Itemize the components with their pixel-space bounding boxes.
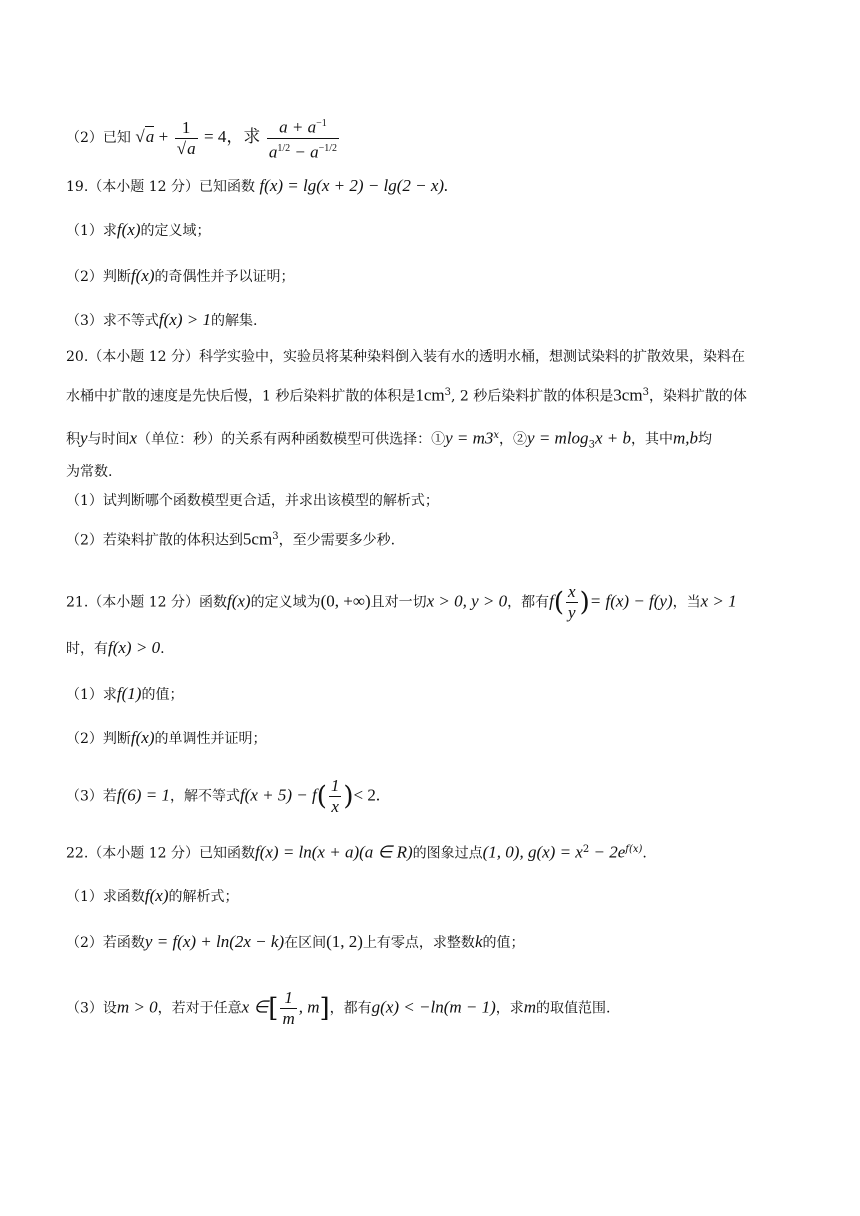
q20-line3: [66, 426, 800, 455]
q22-p3-e: 的取值范围.: [536, 1000, 611, 1017]
q21-inequality: f(x + 5) − f: [239, 785, 317, 805]
q21-line1: 21.（本小题 12 分）函数f(x)的定义域为(0, +∞)且对一切x > 0, y > 0，都有f( $\frac{x}{y}$ )= f(x) − f(y)，当x > 1: [66, 582, 737, 622]
q22-k: k: [474, 932, 483, 951]
q22-l1-d: .: [642, 845, 647, 862]
q22-point-g: (1, 0), g(x) = x: [482, 842, 583, 862]
q22-l1-b: 的图象过点: [412, 845, 483, 862]
q20-l3-e: ，其中: [630, 431, 673, 448]
q20-line1: 20.（本小题 12 分）科学实验中，实验员将某种染料倒入装有水的透明水桶，想测试染料的扩散效果，染料在: [66, 349, 745, 365]
q22-p3-num: 1: [280, 988, 296, 1009]
q22-p2-b: 在区间: [284, 935, 327, 951]
q21-p2-f: f(x): [130, 728, 155, 747]
q22-p1-label: （1）求函数: [66, 889, 145, 905]
q21-line2: [66, 638, 800, 659]
q22-m-pos: m > 0: [116, 997, 158, 1017]
q20-volume-1: 1cm: [415, 385, 445, 405]
q18-part2: （2）已知 √a + $\frac{1}{√a}$ = 4，求 $\frac{a + a^{-1}}{a^{1/2} - a^{-1/2}}$: [66, 114, 800, 162]
q21-domain: (0, +∞): [320, 591, 371, 611]
q20-p2-b: ，至少需要多少秒.: [278, 532, 396, 549]
q20-l3-d: ，②: [499, 431, 528, 448]
q21-l1-e: ，当: [672, 594, 701, 611]
q22-part3: （3）设m > 0，若对于任意x ∈[ $\frac{1}{m}$ , m]，都有g(x) < −ln(m − 1)，求m的取值范围.: [66, 988, 611, 1028]
q21-frac-x-y: [566, 582, 578, 623]
q22-part2: [66, 932, 800, 953]
q20-var-x: x: [129, 428, 138, 448]
q21-p1-f: f(1): [116, 684, 142, 703]
q20-line2: 水桶中扩散的速度是先快后慢，1 秒后染料扩散的体积是$1cm^3$, 2 秒后染料扩散的体积是$3cm^3$，染料扩散的体: [66, 385, 747, 405]
expr-num-exp: −1: [316, 118, 327, 129]
q22-p3-b: ，若对于任意: [157, 1000, 242, 1017]
q22-x-in: x ∈: [241, 997, 269, 1017]
q19-p3-func: f(x) > 1: [158, 310, 211, 329]
q21-p2-tail: 的单调性并证明；: [154, 731, 267, 747]
expr-num: a + a: [279, 117, 317, 137]
q19-p2-label: （2）判断: [66, 269, 131, 285]
q21-p3-num: 1: [330, 776, 340, 795]
q21-f6: f(6) = 1: [116, 785, 170, 805]
q20-p2-a: （2）若染料扩散的体积达到: [66, 532, 243, 549]
expr-den-a: a: [268, 142, 278, 162]
q21-frac-den: y: [568, 603, 576, 622]
q19-p2-tail: 的奇偶性并予以证明；: [154, 269, 295, 285]
q21-rhs: = f(x) − f(y): [589, 591, 673, 611]
q21-l2-a: 时，有: [66, 641, 108, 657]
expr-den-minus: − a: [290, 142, 319, 162]
q20-part1: （1）试判断哪个函数模型更合适，并求出该模型的解析式；: [66, 493, 439, 509]
q22-square: 2: [582, 844, 590, 855]
q21-f: f: [549, 591, 554, 611]
q21-p3-b: ，解不等式: [169, 788, 240, 805]
q19-p2-func: f(x): [130, 266, 155, 285]
q21-l1-b: 的定义域为: [250, 594, 321, 611]
q19-p1-tail: 的定义域；: [140, 223, 211, 239]
q19-p3-label: （3）求不等式: [66, 313, 159, 329]
q21-l1-f: f(x): [226, 591, 251, 611]
q20-part2: （2）若染料扩散的体积达到$5cm^3$，至少需要多少秒.: [66, 529, 396, 549]
q22-part1: [66, 886, 800, 907]
q20-model-2-base: 3: [588, 439, 595, 451]
q19-title: [66, 176, 800, 197]
q20-model-2-tail: x + b: [594, 428, 631, 448]
q22-interval: (1, 2): [326, 932, 363, 951]
q22-line1: [66, 840, 800, 864]
q21-part2: [66, 728, 800, 749]
q21-l1-d: ，都有: [507, 594, 550, 611]
q20-volume-2: 3cm: [613, 385, 643, 405]
frac-1-sqrt-a: $\frac{1}{√a}$: [176, 117, 196, 158]
q21-part3: （3）若f(6) = 1，解不等式f(x + 5) − f( $\frac{1}{x}$ )< 2.: [66, 776, 381, 816]
q19-p1-func: f(x): [116, 220, 141, 239]
q18-expression: [267, 114, 339, 162]
q21-l2-b: .: [160, 641, 165, 657]
q21-x-gt-1: x > 1: [700, 591, 737, 611]
q21-l2-f: f(x) > 0: [108, 638, 161, 657]
q21-p3-tail: < 2.: [353, 785, 381, 805]
q18-eq: = 4，求: [204, 127, 261, 147]
q22-p3-d: ，求: [495, 1000, 524, 1017]
q21-p3-den: x: [331, 797, 339, 816]
q22-function: f(x) = ln(x + a)(a ∈ R): [254, 842, 413, 862]
q20-l3-a: 积: [66, 431, 80, 448]
q21-p3-a: （3）若: [66, 788, 117, 805]
q21-l1-c: 且对一切: [370, 594, 427, 611]
q20-mb: m,b: [672, 428, 698, 448]
q19-function: f(x) = lg(x + 2) − lg(2 − x).: [259, 176, 449, 195]
q20-l2-c: ，染料扩散的体: [648, 388, 747, 405]
q20-line4: 为常数.: [66, 464, 113, 480]
q20-var-y: y: [80, 428, 88, 448]
q21-p2-label: （2）判断: [66, 731, 131, 747]
q18-part2-prefix: （2）已知: [66, 130, 131, 147]
q19-prefix: 19.（本小题 12 分）已知函数: [66, 179, 255, 195]
q22-l1-a: 22.（本小题 12 分）已知函数: [66, 845, 255, 862]
q19-part2: [66, 266, 800, 287]
q20-target-volume: 5cm: [242, 529, 273, 549]
sqrt-a: √a: [135, 127, 155, 147]
q22-exponent: f(x): [625, 844, 643, 855]
q19-part3: [66, 310, 800, 331]
q22-p2-a: （2）若函数: [66, 935, 145, 951]
q20-model-2: y = mlog: [527, 428, 589, 448]
q20-model-1: y = m3: [445, 428, 494, 448]
q22-p2-c: 上有零点，求整数: [362, 935, 475, 951]
q21-l1-a: 21.（本小题 12 分）函数: [66, 594, 227, 611]
q20-l2-b: , 2 秒后染料扩散的体积是: [451, 388, 614, 405]
q22-p1-f: f(x): [144, 886, 169, 905]
q21-part1: [66, 684, 800, 705]
q22-p2-function: y = f(x) + ln(2x − k): [144, 932, 285, 951]
q20-l3-b: 与时间: [87, 431, 130, 448]
q20-l3-c: （单位：秒）的关系有两种函数模型可供选择：①: [137, 431, 446, 448]
q21-frac-1-x: [329, 776, 342, 817]
q19-p1-label: （1）求: [66, 223, 117, 239]
q21-p1-label: （1）求: [66, 687, 117, 703]
q22-p3-c: ，都有: [329, 1000, 372, 1017]
q22-p3-den: m: [282, 1009, 295, 1028]
q20-l2-a: 水桶中扩散的速度是先快后慢，1 秒后染料扩散的体积是: [66, 388, 416, 405]
q21-frac-num: x: [568, 582, 576, 601]
q21-p1-tail: 的值；: [141, 687, 184, 703]
q22-g-inequality: g(x) < −ln(m − 1): [371, 997, 496, 1017]
q22-e-term: − 2e: [589, 842, 626, 862]
q21-condition: x > 0, y > 0: [426, 591, 508, 611]
q22-frac-1-m: [280, 988, 296, 1029]
q22-m: m: [523, 997, 537, 1017]
q22-p2-d: 的值；: [482, 935, 525, 951]
q19-p3-tail: 的解集.: [210, 313, 258, 329]
q20-model-1-exp: x: [493, 430, 500, 441]
expr-den-exp1: 1/2: [277, 142, 291, 154]
q20-l3-f: 均: [698, 431, 712, 448]
q19-part1: [66, 220, 800, 241]
q22-p3-a: （3）设: [66, 1000, 117, 1017]
q22-p1-tail: 的解析式；: [168, 889, 239, 905]
expr-den-exp2: −1/2: [318, 142, 337, 154]
q22-upper-m: , m: [298, 997, 320, 1017]
